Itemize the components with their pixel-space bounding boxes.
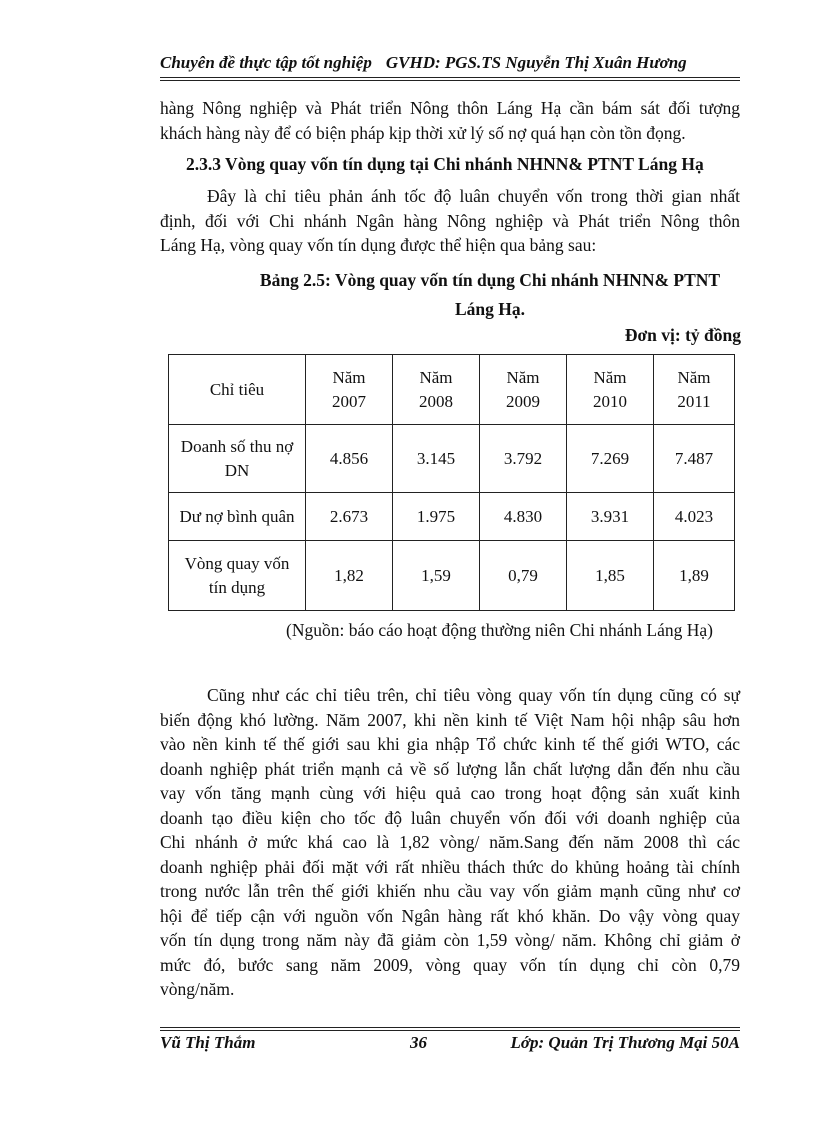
table-cell: 4.023 (654, 493, 735, 541)
year-value: 2010 (593, 391, 627, 411)
credit-turnover-table (168, 354, 735, 611)
header-advisor: GVHD: PGS.TS Nguyễn Thị Xuân Hương (385, 53, 687, 72)
table-caption-line2: Láng Hạ. (454, 299, 526, 319)
table-cell: 1,82 (306, 541, 393, 611)
body-line: vòng/năm. (160, 979, 235, 999)
year-header-cell (306, 355, 393, 425)
section-heading: 2.3.3 Vòng quay vốn tín dụng tại Chi nhánh NHNN& PTNT Láng Hạ (186, 154, 704, 174)
page-header (160, 53, 740, 73)
body-line: vay vốn tăng mạnh cùng với hiệu quả cao trong hoạt động sản xuất kinh (160, 783, 740, 803)
row-label-line: DN (224, 460, 250, 480)
row-label-line: tín dụng (208, 577, 266, 597)
section-line: Láng Hạ, vòng quay vốn tín dụng được thể hiện qua bảng sau: (160, 235, 597, 255)
table-cell: 3.931 (567, 493, 654, 541)
body-line: trong nước lẫn trên thế giới khiến nhu cầu vay vốn giảm mạnh cũng như cơ (160, 881, 740, 901)
table-cell: 3.792 (480, 425, 567, 493)
table-source: (Nguồn: báo cáo hoạt động thường niên Chi nhánh Láng Hạ) (286, 620, 713, 640)
body-line: doanh tạo điều kiện cho tốc độ luân chuyển vốn đối với doanh nghiệp của (160, 807, 740, 828)
row-label (169, 541, 306, 611)
footer-rule-2 (160, 1030, 740, 1031)
body-line: Cũng như các chỉ tiêu trên, chỉ tiêu vòng quay vốn tín dụng cũng có sự (207, 685, 740, 705)
table-cell: 2.673 (306, 493, 393, 541)
body-line: vào nền kinh tế thế giới sau khi gia nhập Tổ chức kinh tế thế giới WTO, các (160, 734, 740, 754)
table-cell: 7.269 (567, 425, 654, 493)
section-line: định, đối với Chi nhánh Ngân hàng Nông nghiệp và Phát triển Nông thôn (160, 210, 740, 231)
table-header-row (169, 355, 735, 425)
page-footer (160, 1033, 740, 1053)
year-prefix: Năm (506, 367, 540, 387)
table-cell: 1,89 (654, 541, 735, 611)
table-unit: Đơn vị: tỷ đồng (624, 325, 741, 345)
row-label (169, 425, 306, 493)
body-line: doanh nghiệp phải đối mặt với rất nhiều thách thức do khủng hoảng tài chính (160, 856, 740, 877)
year-value: 2011 (677, 391, 711, 411)
header-cell-label: Chỉ tiêu (169, 355, 306, 425)
year-header-cell (567, 355, 654, 425)
section-paragraph (160, 184, 740, 258)
row-label: Dư nợ bình quân (169, 493, 306, 541)
intro-paragraph (160, 96, 740, 145)
table-row (169, 541, 735, 611)
year-prefix: Năm (677, 367, 711, 387)
table-cell: 0,79 (480, 541, 567, 611)
table-cell: 4.830 (480, 493, 567, 541)
year-value: 2009 (506, 391, 540, 411)
intro-line: hàng Nông nghiệp và Phát triển Nông thôn Láng Hạ cần bám sát đối tượng (160, 98, 740, 118)
year-prefix: Năm (419, 367, 453, 387)
header-rule-2 (160, 80, 740, 81)
footer-class: Lớp: Quản Trị Thương Mại 50A (510, 1033, 740, 1052)
table-row (169, 493, 735, 541)
page-number: 36 (410, 1033, 427, 1052)
header-rule-1 (160, 77, 740, 78)
row-label-line: Vòng quay vốn (184, 553, 290, 573)
table-cell: 1,59 (393, 541, 480, 611)
footer-rule-1 (160, 1027, 740, 1028)
table-row (169, 425, 735, 493)
table-cell: 1,85 (567, 541, 654, 611)
table-cell: 4.856 (306, 425, 393, 493)
table-cell: 1.975 (393, 493, 480, 541)
table-cell: 7.487 (654, 425, 735, 493)
year-prefix: Năm (332, 367, 366, 387)
section-line: Đây là chỉ tiêu phản ánh tốc độ luân chuyển vốn trong thời gian nhất (207, 186, 740, 206)
body-line: doanh nghiệp phát triển mạnh cả về số lượng lẫn chất lượng dẫn đến nhu cầu (160, 758, 740, 779)
year-value: 2008 (419, 391, 453, 411)
body-line: hội để tiếp cận với nguồn vốn Ngân hàng rất khó khăn. Do vậy vòng quay (160, 905, 740, 926)
table-caption-line1: Bảng 2.5: Vòng quay vốn tín dụng Chi nhánh NHNN& PTNT (259, 270, 721, 290)
body-line: biến động khó lường. Năm 2007, khi nền kinh tế Việt Nam hội nhập sâu hơn (160, 709, 740, 730)
year-prefix: Năm (593, 367, 627, 387)
year-header-cell (654, 355, 735, 425)
footer-author: Vũ Thị Thắm (160, 1033, 256, 1052)
year-value: 2007 (332, 391, 366, 411)
row-label-line: Doanh số thu nợ (180, 436, 294, 456)
intro-line: khách hàng này để có biện pháp kịp thời xử lý số nợ quá hạn còn tồn đọng. (160, 122, 686, 143)
year-header-cell (393, 355, 480, 425)
body-line: vốn tín dụng trong năm này đã giảm còn 1,59 vòng/ năm. Không chỉ giảm ở (160, 930, 740, 950)
table-cell: 3.145 (393, 425, 480, 493)
body-line: mức đó, bước sang năm 2009, vòng quay vốn tín dụng chỉ còn 0,79 (160, 954, 740, 975)
body-line: Chi nhánh ở mức khá cao là 1,82 vòng/ năm.Sang đến năm 2008 thì các (160, 832, 740, 852)
year-header-cell (480, 355, 567, 425)
header-title: Chuyên đề thực tập tốt nghiệp (160, 53, 372, 72)
body-paragraph (160, 683, 740, 1002)
